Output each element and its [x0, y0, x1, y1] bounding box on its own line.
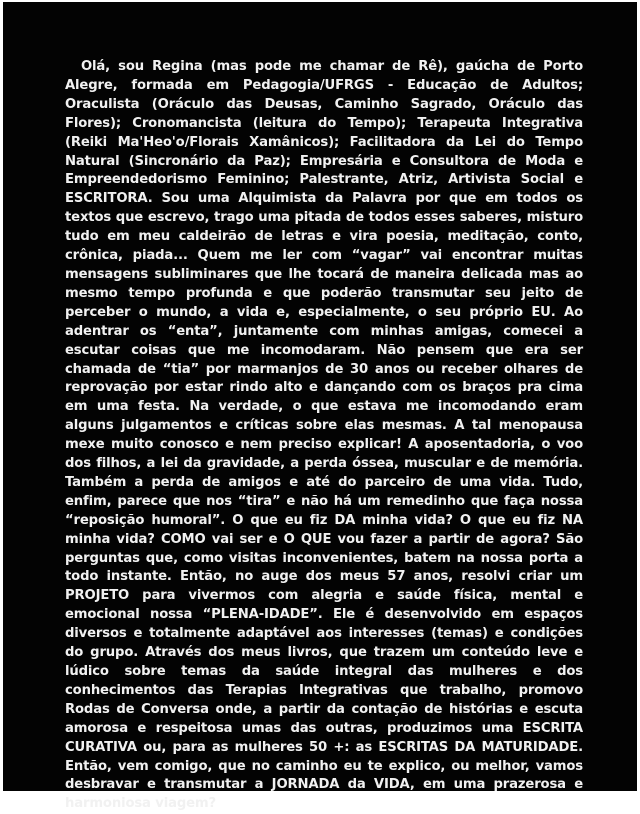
text-block	[65, 58, 583, 814]
bio-paragraph: Olá, sou Regina (mas pode me chamar de Rê), gaúcha de Porto Alegre, formada em Pedagogia/UFRGS - Educação de Adultos; Oraculista (Oráculo das Deusas, Caminho Sagrado, Oráculo das Flores); Cronomancista (leitura do Tempo); Terapeuta Integrativa (Reiki Ma'Heo'o/Florais Xamânicos); Facilitadora da Lei do Tempo Natural (Sincronário da Paz); Empresária e Consultora de Moda e Empreendedorismo Feminino; Palestrante, Atriz, Artivista Social e ESCRITORA. Sou uma Alquimista da Palavra por que em todos os textos que escrevo, trago uma pitada de todos esses saberes, misturo tudo em meu caldeirão de letras e vira poesia, meditação, conto, crônica, piada... Quem me ler com “vagar” vai encontrar muitas mensagens subliminares que lhe tocará de maneira delicada mas ao mesmo tempo profunda e que poderão transmutar seu jeito de perceber o mundo, a vida e, especialmente, o seu próprio EU. Ao adentrar os “enta”, juntamente com minhas amigas, comecei a escutar coisas que me incomodaram. Não pensem que era ser chamada de “tia” por marmanjos de 30 anos ou receber olhares de reprovação por estar rindo alto e dançando com os braços pra cima em uma festa. Na verdade, o que estava me incomodando eram alguns julgamentos e críticas sobre elas mesmas. A tal menopausa mexe muito conosco e nem preciso explicar! A aposentadoria, o voo dos filhos, a lei da gravidade, a perda óssea, muscular e de memória. Também a perda de amigos e até do parceiro de uma vida. Tudo, enfim, parece que nos “tira” e não há um remedinho que faça nossa “reposição humoral”. O que eu fiz DA minha vida? O que eu fiz NA minha vida? COMO vai ser e O QUE vou fazer a partir de agora? São perguntas que, como visitas inconvenientes, batem na nossa porta a todo instante. Então, no auge dos meus 57 anos, resolvi criar um PROJETO para vivermos com alegria e saúde física, mental e emocional nossa “PLENA-IDADE”. Ele é desenvolvido em espaços diversos e totalmente adaptável aos interesses (temas) e condições do grupo. Através dos meus livros, que trazem um conteúdo leve e lúdico sobre temas da saúde integral das mulheres e dos conhecimentos das Terapias Integrativas que trabalho, promovo Rodas de Conversa onde, a partir da contação de histórias e escuta amorosa e respeitosa umas das outras, produzimos uma ESCRITA CURATIVA ou, para as mulheres 50 +: as ESCRITAS DA MATURIDADE. Então, vem comigo, que no caminho eu te explico, ou melhor, vamos desbravar e transmutar a JORNADA da VIDA, em uma prazerosa e harmoniosa viagem?	[65, 59, 583, 812]
text-panel	[3, 2, 637, 812]
